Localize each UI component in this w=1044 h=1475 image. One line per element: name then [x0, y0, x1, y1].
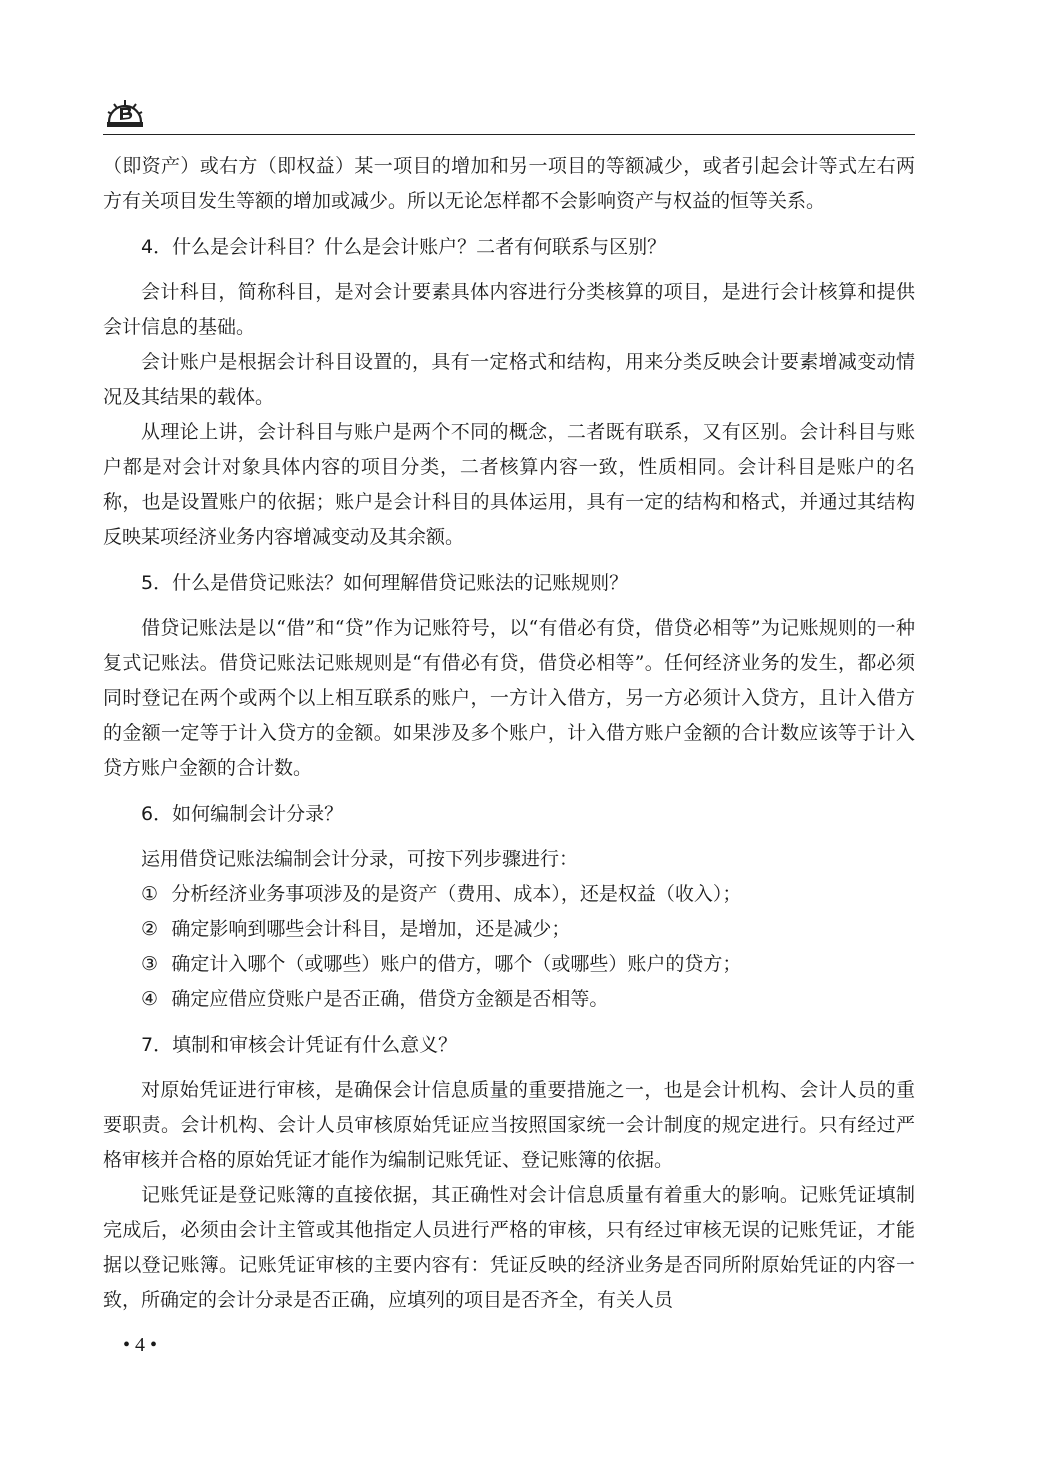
page-body — [103, 149, 915, 1318]
section-7-paragraph-1: 对原始凭证进行审核，是确保会计信息质量的重要措施之一，也是会计机构、会计人员的重要职责。会计机构、会计人员审核原始凭证应当按照国家统一会计制度的规定进行。只有经过严格审核并合格的原始凭证才能作为编制记账凭证、登记账簿的依据。 — [103, 1079, 915, 1171]
list-item — [103, 947, 915, 982]
list-item — [103, 982, 915, 1017]
section-heading-6: 6．如何编制会计分录？ — [141, 803, 344, 825]
list-item-number: ④ — [141, 988, 159, 1010]
page-header — [103, 96, 915, 135]
section-4-paragraph-2: 会计账户是根据会计科目设置的，具有一定格式和结构，用来分类反映会计要素增减变动情况及其结果的载体。 — [103, 351, 915, 408]
section-heading-4: 4．什么是会计科目？什么是会计账户？二者有何联系与区别？ — [141, 236, 667, 258]
list-item-text: 确定计入哪个（或哪些）账户的借方，哪个（或哪些）账户的贷方； — [171, 953, 742, 975]
section-heading-7: 7．填制和审核会计凭证有什么意义？ — [141, 1034, 458, 1056]
list-item-text: 确定影响到哪些会计科目，是增加，还是减少； — [171, 918, 571, 940]
page-number: • 4 • — [123, 1334, 158, 1356]
section-5-paragraph-1: 借贷记账法是以“借”和“贷”作为记账符号，以“有借必有贷，借贷必相等”为记账规则的一种复式记账法。借贷记账法记账规则是“有借必有贷，借贷必相等”。任何经济业务的发生，都必须同时登记在两个或两个以上相互联系的账户，一方计入借方，另一方必须计入贷方，且计入借方的金额一定等于计入贷方的金额。如果涉及多个账户，计入借方账户金额的合计数应该等于计入贷方账户金额的合计数。 — [103, 617, 915, 779]
list-item-text: 确定应借应贷账户是否正确，借贷方金额是否相等。 — [171, 988, 609, 1010]
list-item-number: ② — [141, 918, 159, 940]
list-item-number: ③ — [141, 953, 159, 975]
section-4-paragraph-1: 会计科目，简称科目，是对会计要素具体内容进行分类核算的项目，是进行会计核算和提供会计信息的基础。 — [103, 281, 915, 338]
section-heading-5: 5．什么是借贷记账法？如何理解借贷记账法的记账规则？ — [141, 572, 629, 594]
section-4-paragraph-3: 从理论上讲，会计科目与账户是两个不同的概念，二者既有联系，又有区别。会计科目与账户都是对会计对象具体内容的项目分类，二者核算内容一致，性质相同。会计科目是账户的名称，也是设置账户的依据；账户是会计科目的具体运用，具有一定的结构和格式，并通过其结构反映某项经济业务内容增减变动及其余额。 — [103, 421, 915, 548]
section-7-paragraph-2: 记账凭证是登记账簿的直接依据，其正确性对会计信息质量有着重大的影响。记账凭证填制完成后，必须由会计主管或其他指定人员进行严格的审核，只有经过审核无误的记账凭证，才能据以登记账簿。记账凭证审核的主要内容有：凭证反映的经济业务是否同所附原始凭证的内容一致，所确定的会计分录是否正确，应填列的项目是否齐全，有关人员 — [103, 1184, 915, 1311]
publisher-logo-icon — [103, 96, 147, 130]
intro-paragraph: （即资产）或右方（即权益）某一项目的增加和另一项目的等额减少，或者引起会计等式左右两方有关项目发生等额的增加或减少。所以无论怎样都不会影响资产与权益的恒等关系。 — [103, 155, 915, 212]
section-6-lead: 运用借贷记账法编制会计分录，可按下列步骤进行： — [141, 848, 579, 870]
list-item — [103, 912, 915, 947]
list-item-number: ① — [141, 883, 159, 905]
list-item-text: 分析经济业务事项涉及的是资产（费用、成本），还是权益（收入）； — [171, 883, 742, 905]
list-item — [103, 877, 915, 912]
